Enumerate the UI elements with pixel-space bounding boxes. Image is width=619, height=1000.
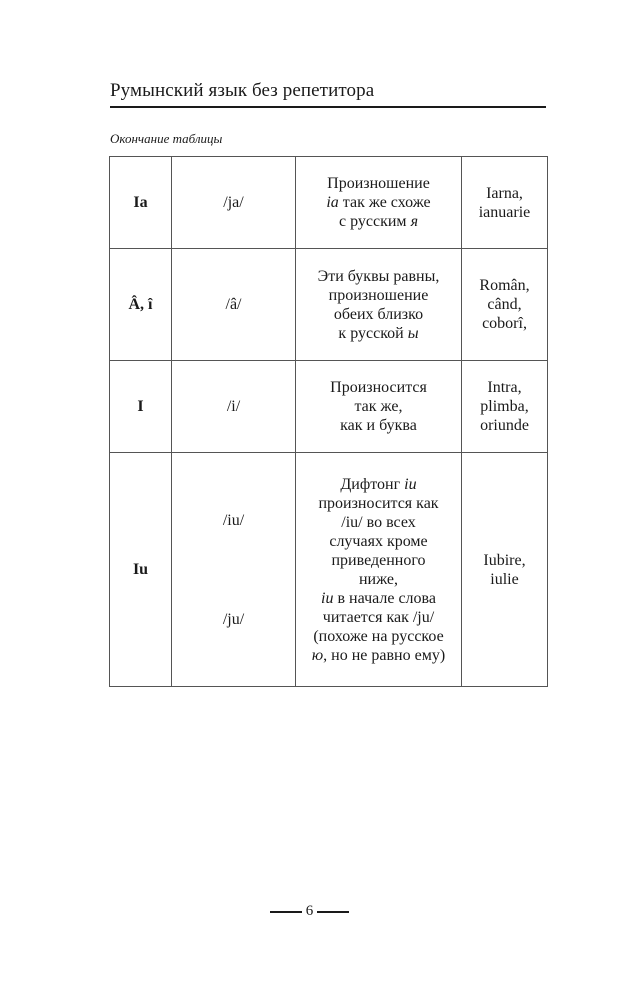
description-line (300, 494, 457, 513)
description-line (300, 193, 457, 212)
description-text: Эти буквы равны, (317, 267, 440, 285)
examples-cell (462, 361, 548, 453)
table-row (110, 157, 548, 249)
description-line (300, 627, 457, 646)
description-text: произносится как (318, 494, 439, 512)
description-text: к русской (338, 324, 408, 342)
description-text: так же, (354, 398, 403, 415)
letter-cell: Iu (110, 453, 172, 687)
description-line (300, 570, 457, 589)
description-text: ю (311, 646, 324, 664)
description-text: , но не равно ему) (323, 646, 446, 664)
phonetics-table (109, 156, 548, 687)
description-line (300, 608, 457, 627)
description-line (300, 212, 457, 231)
header-rule (110, 106, 546, 108)
running-header-title: Румынский язык без репетитора (110, 80, 375, 101)
description-cell (296, 453, 462, 687)
description-text: читается как /ju/ (322, 608, 435, 626)
example-word: Român, (479, 277, 530, 294)
letter-cell: Â, î (110, 249, 172, 361)
description-line (300, 324, 457, 343)
footer-dash-left (270, 911, 302, 913)
description-line (300, 646, 457, 665)
examples-cell (462, 453, 548, 687)
description-text: в начале слова (333, 589, 436, 607)
example-word: plimba, (480, 398, 529, 415)
sound-cell: /â/ (172, 249, 296, 361)
description-text: с русским (339, 213, 411, 230)
example-word: coborî, (482, 315, 527, 332)
description-text: я (410, 213, 418, 230)
description-line (300, 397, 457, 416)
description-text: iu (404, 475, 417, 493)
table-row (110, 453, 548, 687)
description-line (300, 286, 457, 305)
sound-cell: /i/ (172, 361, 296, 453)
description-line (300, 267, 457, 286)
page-footer (0, 903, 619, 920)
example-word: iulie (490, 570, 519, 588)
description-cell (296, 361, 462, 453)
description-line (300, 551, 457, 570)
description-text: обеих близко (333, 305, 424, 323)
examples-cell (462, 157, 548, 249)
description-text: ниже, (358, 570, 399, 588)
description-line (300, 589, 457, 608)
letter-cell: Ia (110, 157, 172, 249)
letter-cell: I (110, 361, 172, 453)
description-text: ы (407, 324, 419, 342)
example-word: Intra, (487, 379, 522, 396)
table-caption: Окончание таблицы (110, 131, 223, 146)
description-line (300, 532, 457, 551)
description-text: так же схоже (338, 194, 431, 211)
description-text: Произносится (330, 379, 427, 396)
sound-cell: /ja/ (172, 157, 296, 249)
table-row (110, 249, 548, 361)
description-line (300, 475, 457, 494)
description-text: Дифтонг (340, 475, 405, 493)
description-text: iu (321, 589, 334, 607)
example-word: Iarna, (486, 184, 523, 202)
example-word: ianuarie (478, 203, 531, 221)
example-word: când, (487, 296, 522, 313)
description-text: как и буква (340, 417, 417, 434)
description-text: Произношение (327, 175, 430, 192)
description-text: ia (326, 194, 339, 211)
example-word: Iubire, (483, 551, 526, 569)
footer-dash-right (317, 911, 349, 913)
table-row (110, 361, 548, 453)
description-line (300, 513, 457, 532)
description-line (300, 174, 457, 193)
description-text: /iu/ во всех (341, 513, 416, 531)
sound-cell: /iu/ /ju/ (172, 453, 296, 687)
description-text: случаях кроме (329, 532, 428, 550)
description-line (300, 378, 457, 397)
description-text: приведенного (331, 551, 426, 569)
examples-cell (462, 249, 548, 361)
page-number: 6 (305, 903, 314, 919)
description-text: произношение (328, 286, 429, 304)
example-word: oriunde (480, 417, 529, 434)
description-line (300, 305, 457, 324)
description-cell (296, 157, 462, 249)
description-text: (похоже на русское (313, 627, 444, 645)
description-cell (296, 249, 462, 361)
description-line (300, 416, 457, 435)
